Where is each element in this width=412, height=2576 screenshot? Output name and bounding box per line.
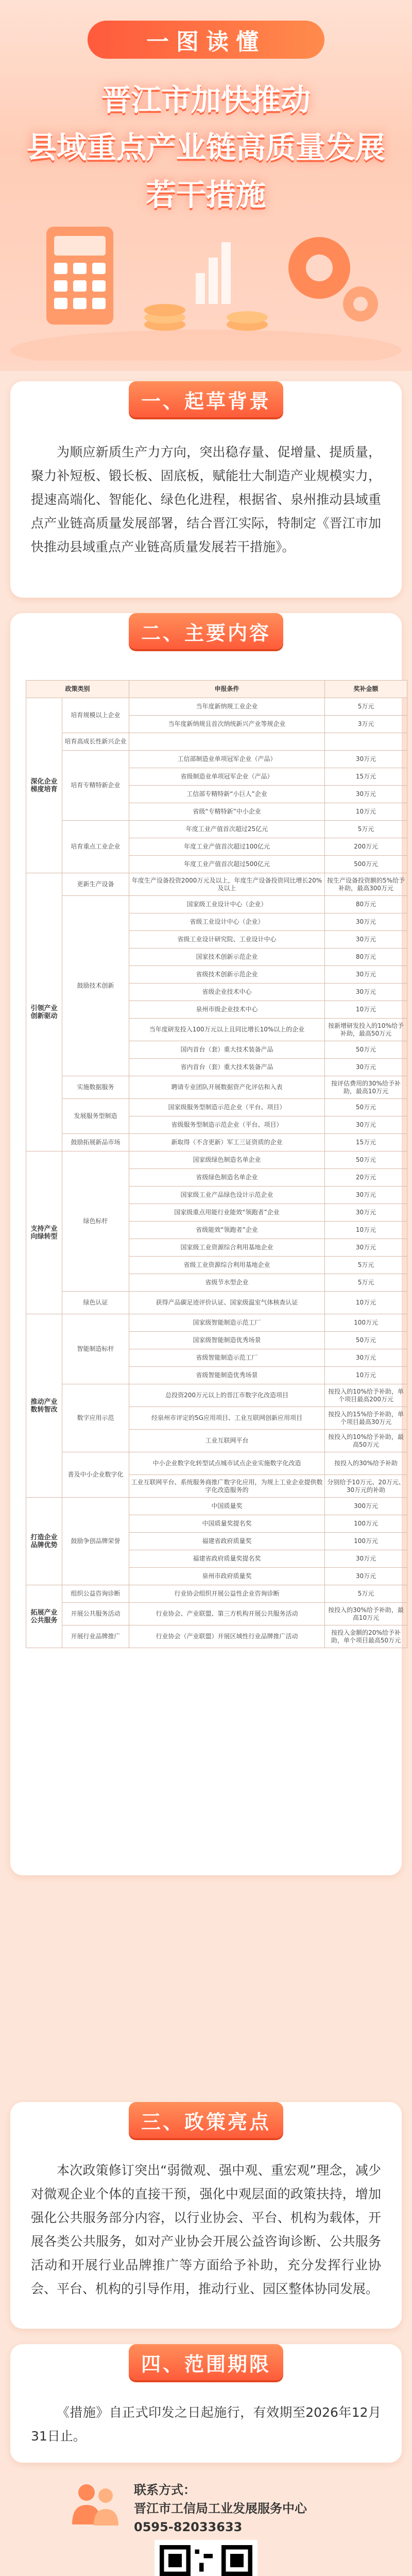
hero-title-line: 县域重点产业链高质量发展: [26, 130, 385, 165]
policy-condition: 省级技术创新示范企业: [129, 966, 325, 984]
policy-reward: 20万元: [325, 1169, 407, 1187]
table-row: [26, 1603, 407, 1625]
hero-title-line: 若干措施: [146, 177, 266, 212]
section-header: [10, 2097, 402, 2146]
policy-condition: 工业互联网平台、系统服务商推广数字化应用，为规上工业企业提供数字化改造服务的: [129, 1475, 325, 1498]
coin-stack-icon: [144, 304, 268, 331]
policy-subcategory: 开展公共服务活动: [62, 1603, 129, 1625]
table-row: [26, 1625, 407, 1648]
policy-condition: 获得产品碳足迹评价认证、国家级温室气体核查认证: [129, 1292, 325, 1314]
policy-condition: 国家级重点用能行业能效“领跑者”企业: [129, 1204, 325, 1222]
policy-reward: 50万元: [325, 1151, 407, 1169]
policy-reward: 30万元: [325, 1116, 407, 1134]
policy-subcategory: 开展行业品牌推广: [62, 1625, 129, 1648]
table-row: [26, 1134, 407, 1151]
background-text: 为顺应新质生产力方向，突出稳存量、促增量、提质量，聚力补短板、锻长板、固底板，赋能壮大制造产业规模实力，提速高端化、智能化、绿色化进程，根据省、泉州推动县域重点产业链高质量发展部署，结合晋江实际，特制定《晋江市加快推动县域重点产业链高质量发展若干措施》。: [31, 445, 381, 554]
policy-reward: 30万元: [325, 1187, 407, 1204]
policy-reward: 80万元: [325, 948, 407, 966]
policy-subcategory: 绿色标杆: [62, 1151, 129, 1292]
hero-title-line: 晋江市加快推动: [101, 82, 311, 117]
policy-condition: 行业协会（产业联盟）开展区域性行业品牌推广活动: [129, 1625, 325, 1648]
table-row: [26, 896, 407, 913]
policy-condition: 年度工业产值首次超过500亿元: [129, 856, 325, 873]
hero-banner: [0, 0, 412, 371]
policy-condition: 省级节水型企业: [129, 1274, 325, 1292]
policy-condition: 省级工业设计中心（企业）: [129, 913, 325, 931]
policy-reward: 100万元: [325, 1533, 407, 1550]
table-row: [26, 1099, 407, 1116]
policy-reward: 30万元: [325, 786, 407, 803]
section-title: 一、起草背景: [129, 381, 283, 417]
policy-condition: 省内首台（套）重大技术装备产品: [129, 1059, 325, 1076]
table-row: [26, 1384, 407, 1407]
policy-condition: 国家级工业产品绿色设计示范企业: [129, 1187, 325, 1204]
policy-subcategory: 培育高成长性新兴企业: [62, 733, 129, 751]
policy-condition: 国家级工业资源综合利用基地企业: [129, 1239, 325, 1257]
table-row: [26, 1314, 407, 1332]
policy-condition: 省级企业技术中心: [129, 984, 325, 1001]
table-row: [26, 1585, 407, 1603]
policy-reward: 30万元: [325, 1568, 407, 1585]
table-header: 申报条件: [129, 681, 325, 698]
section-header: [10, 2339, 402, 2388]
policy-subcategory: 绿色认证: [62, 1292, 129, 1314]
policy-condition: 国家级智能制造优秀场景: [129, 1332, 325, 1349]
policy-subcategory: 数字应用示范: [62, 1384, 129, 1452]
policy-condition: 中国质量奖: [129, 1498, 325, 1515]
policy-condition: 省级绿色制造名单企业: [129, 1169, 325, 1187]
policy-subcategory: 普及中小企业数字化: [62, 1452, 129, 1498]
policy-condition: 国家级工业设计中心（企业）: [129, 896, 325, 913]
policy-reward: 50万元: [325, 1332, 407, 1349]
table-row: [26, 873, 407, 896]
policy-condition: 新取得（不含更新）军工三证资质的企业: [129, 1134, 325, 1151]
policy-condition: 当年度新纳规且首次纳统新兴产业等规企业: [129, 716, 325, 733]
table-row: [26, 733, 407, 751]
policy-condition: 经泉州市评定的5G应用项目、工业互联网创新应用项目: [129, 1407, 325, 1430]
policy-reward: 15万元: [325, 1134, 407, 1151]
policy-reward: 30万元: [325, 984, 407, 1001]
policy-reward: 5万元: [325, 1585, 407, 1603]
section-title: 四、范围期限: [129, 2344, 283, 2380]
policy-reward: 10万元: [325, 1001, 407, 1019]
policy-reward: 按新增研发投入的10%给予补助，最高50万元: [325, 1019, 407, 1041]
highlights-text: 本次政策修订突出“弱微观、强中观、重宏观”理念，减少对微观企业个体的直接干预，强化中观层面的政策扶持，增加强化公共服务部分内容，以行业协会、平台、机构为载体，开展各类公共服务，如对产业协会开展公益咨询诊断、公共服务活动和开展行业品牌推广等方面给予补助，充分发挥行业协会、平台、机构的引导作用，推动行业、园区整体协同发展。: [31, 2163, 381, 2296]
contact-phone: 0595-82033633: [134, 2520, 243, 2534]
policy-condition: 省级工业设计研究院、工业设计中心: [129, 931, 325, 948]
policy-reward: 按生产设备投资额的5%给予补助，最高300万元: [325, 873, 407, 896]
policy-condition: 年度工业产值首次超过25亿元: [129, 821, 325, 838]
policy-condition: 泉州市政府质量奖: [129, 1568, 325, 1585]
policy-condition: 国家级绿色制造名单企业: [129, 1151, 325, 1169]
policy-category: 深化企业梯度培育: [26, 698, 62, 873]
policy-reward: 100万元: [325, 1515, 407, 1533]
policy-reward: 30万元: [325, 931, 407, 948]
policy-reward: 80万元: [325, 896, 407, 913]
policy-reward: 3万元: [325, 716, 407, 733]
table-row: [26, 751, 407, 768]
policy-subcategory: 实施数据服务: [62, 1076, 129, 1099]
policy-subcategory: 发展服务型制造: [62, 1099, 129, 1134]
policy-reward: 15万元: [325, 768, 407, 786]
policy-table: [26, 680, 407, 1648]
policy-subcategory: 培育规模以上企业: [62, 698, 129, 733]
policy-condition: 年度生产设备投资2000万元及以上，年度生产设备投资同比增长20%及以上: [129, 873, 325, 896]
contact-org: 晋江市工信局工业发展服务中心: [134, 2501, 307, 2516]
policy-reward: 5万元: [325, 698, 407, 716]
policy-condition: 国家级服务型制造示范企业（平台、项目）: [129, 1099, 325, 1116]
policy-condition: 工信部专精特新“小巨人”企业: [129, 786, 325, 803]
policy-reward: 30万元: [325, 1239, 407, 1257]
hero-illustration: [0, 196, 412, 361]
policy-reward: 500万元: [325, 856, 407, 873]
policy-reward: 按投入金额的20%给予补助，单个项目最高50万元: [325, 1625, 407, 1648]
policy-condition: 省级能效“领跑者”企业: [129, 1222, 325, 1239]
policy-reward: 200万元: [325, 838, 407, 856]
policy-condition: 当年度研发投入100万元以上且同比增长10%以上的企业: [129, 1019, 325, 1041]
policy-subcategory: 鼓励争创品牌荣誉: [62, 1498, 129, 1585]
policy-condition: 当年度新纳规工业企业: [129, 698, 325, 716]
policy-reward: 按评估费用的30%给予补助，最高10万元: [325, 1076, 407, 1099]
policy-category: 拓展产业公共服务: [26, 1585, 62, 1648]
policy-condition: 国内首台（套）重大技术装备产品: [129, 1041, 325, 1059]
policy-condition: 国家级智能制造示范工厂: [129, 1314, 325, 1332]
policy-reward: 按投入的10%给予补助，最高50万元: [325, 1430, 407, 1452]
table-header: 奖补金额: [325, 681, 407, 698]
policy-table-wrap: [26, 680, 407, 1648]
section-header: [10, 376, 402, 426]
policy-condition: 年度工业产值首次超过100亿元: [129, 838, 325, 856]
section-title: 三、政策亮点: [129, 2102, 283, 2138]
policy-condition: [129, 733, 325, 751]
policy-reward: 按投入的30%给予补助，最高10万元: [325, 1603, 407, 1625]
policy-condition: 工业互联网平台: [129, 1430, 325, 1452]
section-header: [10, 608, 402, 657]
policy-reward: 10万元: [325, 1367, 407, 1384]
policy-condition: 省级工业资源综合利用基地企业: [129, 1257, 325, 1274]
qr-code-icon: [160, 2545, 252, 2576]
policy-reward: 30万元: [325, 966, 407, 984]
policy-subcategory: 更新生产设备: [62, 873, 129, 896]
table-row: [26, 1292, 407, 1314]
section-title: 二、主要内容: [129, 613, 283, 649]
policy-subcategory: 组织公益咨询诊断: [62, 1585, 129, 1603]
policy-category: 打造企业品牌优势: [26, 1498, 62, 1585]
table-row: [26, 821, 407, 838]
policy-condition: 省级服务型制造示范企业（平台、项目）: [129, 1116, 325, 1134]
policy-reward: 分别给予10万元、20万元、30万元的补助: [325, 1475, 407, 1498]
policy-category: 支持产业向绿转型: [26, 1151, 62, 1314]
policy-subcategory: 培育重点工业企业: [62, 821, 129, 873]
policy-reward: 50万元: [325, 1099, 407, 1116]
policy-condition: 中小企业数字化转型试点城市试点企业实施数字化改造: [129, 1452, 325, 1475]
policy-condition: 总投资200万元以上的晋江市数字化改造项目: [129, 1384, 325, 1407]
table-row: [26, 1498, 407, 1515]
policy-reward: 5万元: [325, 1257, 407, 1274]
policy-condition: 泉州市级企业技术中心: [129, 1001, 325, 1019]
policy-reward: 30万元: [325, 751, 407, 768]
people-icon: [67, 2478, 124, 2530]
main-content-card: [10, 613, 405, 1875]
table-row: [26, 1076, 407, 1099]
policy-subcategory: 智能制造标杆: [62, 1314, 129, 1384]
policy-condition: 省级智能制造示范工厂: [129, 1349, 325, 1367]
policy-reward: 50万元: [325, 1041, 407, 1059]
policy-condition: 省级“专精特新”中小企业: [129, 803, 325, 821]
policy-reward: 5万元: [325, 821, 407, 838]
policy-category: 推动产业数转智改: [26, 1314, 62, 1498]
chart-bars-icon: [196, 242, 231, 304]
hero-tag: 一图读懂: [88, 21, 324, 59]
policy-condition: 行业协会、产业联盟、第三方机构开展公共服务活动: [129, 1603, 325, 1625]
policy-reward: 300万元: [325, 1498, 407, 1515]
policy-reward: 30万元: [325, 1349, 407, 1367]
policy-condition: 行业协会组织开展公益性企业咨询诊断: [129, 1585, 325, 1603]
scope-text: 《措施》自正式印发之日起施行，有效期至2026年12月31日止。: [31, 2405, 381, 2444]
policy-reward: 10万元: [325, 1292, 407, 1314]
policy-reward: 30万元: [325, 1204, 407, 1222]
gear-icon: [288, 237, 378, 321]
policy-reward: 按投入的15%给予补助，单个项目最高30万元: [325, 1407, 407, 1430]
policy-reward: 30万元: [325, 1550, 407, 1568]
calculator-icon: [46, 227, 113, 325]
table-header: 政策类别: [26, 681, 129, 698]
policy-subcategory: 鼓励拓展新品市场: [62, 1134, 129, 1151]
policy-subcategory: 培育专精特新企业: [62, 751, 129, 821]
policy-condition: 省级智能制造优秀场景: [129, 1367, 325, 1384]
policy-condition: 福建省政府质量奖提名奖: [129, 1550, 325, 1568]
policy-category: 引领产业创新驱动: [26, 873, 62, 1151]
policy-reward: 按投入的30%给予补助: [325, 1452, 407, 1475]
table-row: [26, 1452, 407, 1475]
policy-condition: 省级制造业单项冠军企业（产品）: [129, 768, 325, 786]
qr-code: [154, 2540, 258, 2576]
contact-label: 联系方式：: [134, 2483, 196, 2497]
table-row: [26, 1151, 407, 1169]
policy-subcategory: 鼓励技术创新: [62, 896, 129, 1076]
policy-reward: 5万元: [325, 1274, 407, 1292]
policy-reward: [325, 733, 407, 751]
policy-condition: 中国质量奖提名奖: [129, 1515, 325, 1533]
policy-reward: 10万元: [325, 1222, 407, 1239]
policy-reward: 按投入的10%给予补助，单个项目最高200万元: [325, 1384, 407, 1407]
policy-reward: 30万元: [325, 1059, 407, 1076]
policy-condition: 福建省政府质量奖: [129, 1533, 325, 1550]
policy-condition: 聘请专业团队开展数据资产化评估和入表: [129, 1076, 325, 1099]
policy-reward: 10万元: [325, 803, 407, 821]
policy-reward: 100万元: [325, 1314, 407, 1332]
policy-reward: 30万元: [325, 913, 407, 931]
policy-condition: 工信部制造业单项冠军企业（产品）: [129, 751, 325, 768]
policy-condition: 国家技术创新示范企业: [129, 948, 325, 966]
table-row: [26, 698, 407, 716]
